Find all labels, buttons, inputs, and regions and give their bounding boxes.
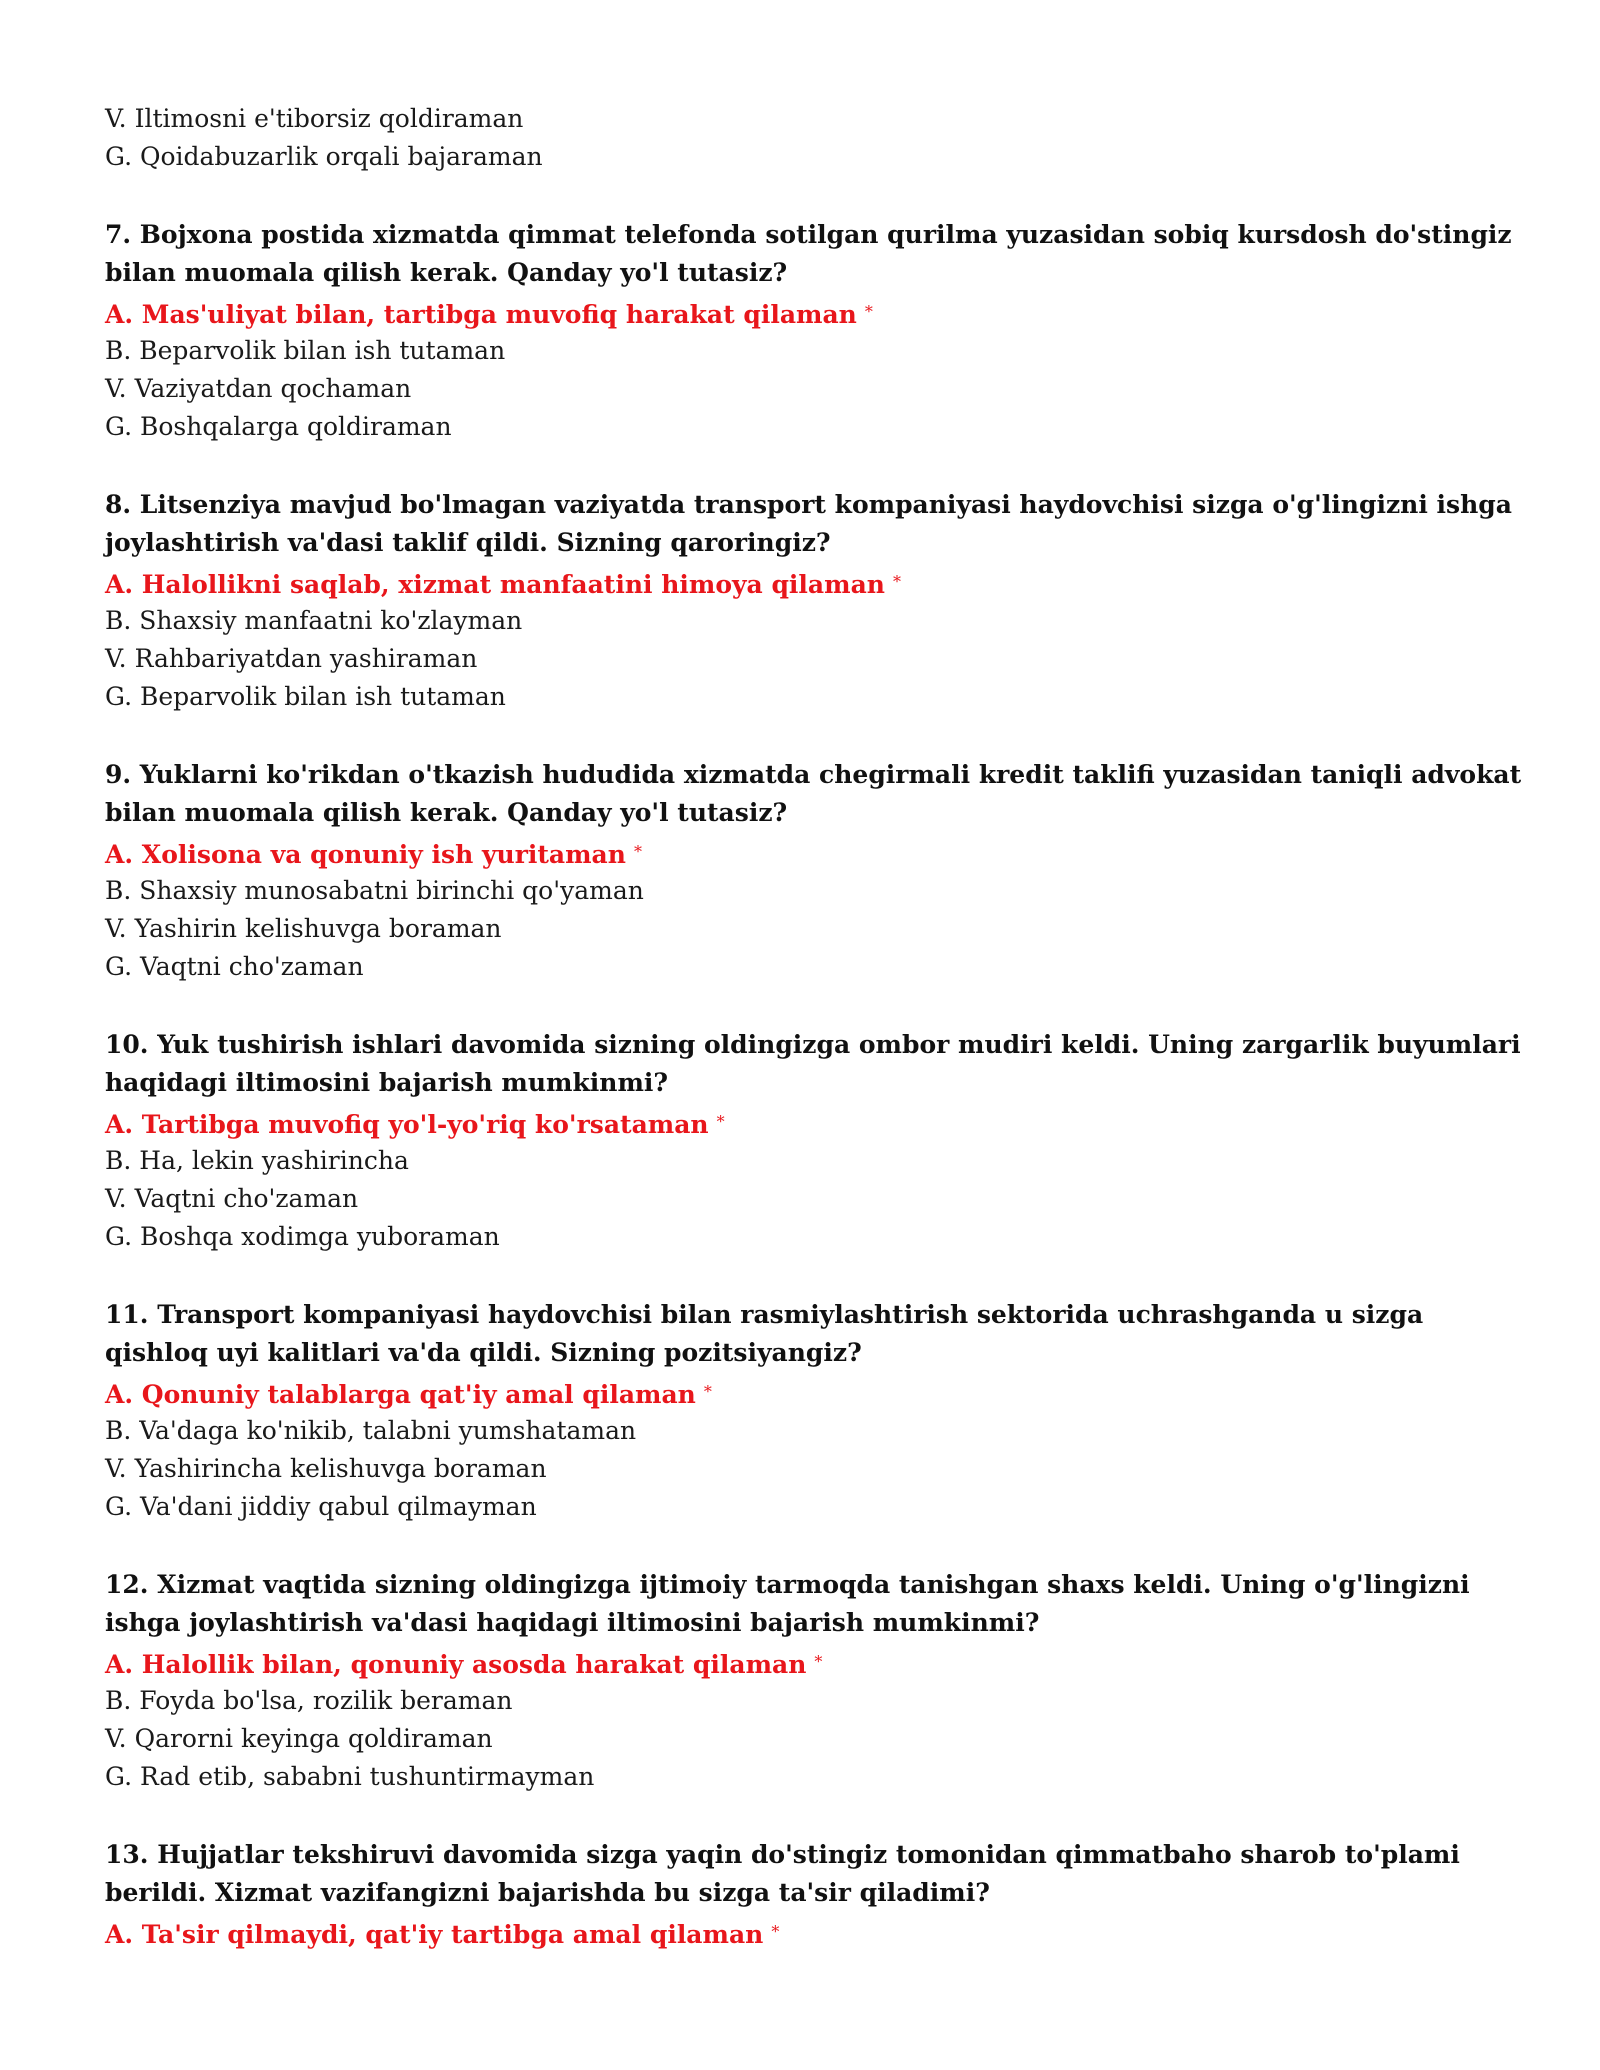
option-g: G. Qoidabuzarlik orqali bajaraman [105, 142, 543, 171]
question-text: 11. Transport kompaniyasi haydovchisi bilan rasmiylashtirish sektorida uchrashganda u sizga qishloq uyi kalitlari va'da qildi. Sizning pozitsiyangiz? [105, 1300, 1424, 1367]
correct-option-label: A. Qonuniy talablarga qat'iy amal qilaman [105, 1380, 696, 1409]
option-b: B. Va'daga ko'nikib, talabni yumshataman [105, 1416, 637, 1445]
correct-mark: * [814, 1652, 823, 1671]
option-g: G. Rad etib, sababni tushuntirmayman [105, 1762, 595, 1791]
correct-option [105, 1372, 1525, 1412]
correct-mark: * [892, 572, 901, 591]
option-b: B. Foyda bo'lsa, rozilik beraman [105, 1686, 513, 1715]
correct-mark: * [716, 1112, 725, 1131]
correct-option [105, 292, 1525, 332]
document-page [105, 100, 1525, 1952]
correct-mark: * [703, 1382, 712, 1401]
correct-mark: * [864, 302, 873, 321]
question-7 [105, 216, 1525, 446]
option-b: B. Shaxsiy munosabatni birinchi qo'yaman [105, 876, 644, 905]
question-12 [105, 1566, 1525, 1796]
option-v: V. Vaziyatdan qochaman [105, 374, 412, 403]
option-g: G. Vaqtni cho'zaman [105, 952, 364, 981]
correct-option-label: A. Tartibga muvofiq yo'l-yo'riq ko'rsataman [105, 1110, 709, 1139]
option-v: V. Yashirincha kelishuvga boraman [105, 1454, 547, 1483]
correct-option-label: A. Xolisona va qonuniy ish yuritaman [105, 840, 626, 869]
correct-option-label: A. Mas'uliyat bilan, tartibga muvofiq harakat qilaman [105, 300, 857, 329]
question-8 [105, 486, 1525, 716]
correct-mark: * [771, 1922, 780, 1941]
correct-option [105, 562, 1525, 602]
question-10 [105, 1026, 1525, 1256]
option-g: G. Boshqa xodimga yuboraman [105, 1222, 500, 1251]
question-9 [105, 756, 1525, 986]
option-b: B. Beparvolik bilan ish tutaman [105, 336, 506, 365]
option-v: V. Vaqtni cho'zaman [105, 1184, 359, 1213]
option-v: V. Iltimosni e'tiborsiz qoldiraman [105, 104, 524, 133]
correct-option [105, 1642, 1525, 1682]
option-b: B. Ha, lekin yashirincha [105, 1146, 409, 1175]
question-text: 7. Bojxona postida xizmatda qimmat telefonda sotilgan qurilma yuzasidan sobiq kursdosh do'stingiz bilan muomala qilish kerak. Qanday yo'l tutasiz? [105, 220, 1512, 287]
question-text: 8. Litsenziya mavjud bo'lmagan vaziyatda transport kompaniyasi haydovchisi sizga o'g'lingizni ishga joylashtirish va'dasi taklif qildi. Sizning qaroringiz? [105, 490, 1512, 557]
correct-option-label: A. Ta'sir qilmaydi, qat'iy tartibga amal qilaman [105, 1920, 764, 1949]
option-b: B. Shaxsiy manfaatni ko'zlayman [105, 606, 523, 635]
correct-option-label: A. Halollikni saqlab, xizmat manfaatini himoya qilaman [105, 570, 885, 599]
question-text: 13. Hujjatlar tekshiruvi davomida sizga yaqin do'stingiz tomonidan qimmatbaho sharob to'plami berildi. Xizmat vazifangizni bajarishda bu sizga ta'sir qiladimi? [105, 1840, 1460, 1907]
correct-option [105, 1102, 1525, 1142]
option-v: V. Qarorni keyinga qoldiraman [105, 1724, 493, 1753]
correct-mark: * [633, 842, 642, 861]
correct-option [105, 832, 1525, 872]
question-11 [105, 1296, 1525, 1526]
correct-option [105, 1912, 1525, 1952]
option-v: V. Rahbariyatdan yashiraman [105, 644, 478, 673]
correct-option-label: A. Halollik bilan, qonuniy asosda harakat qilaman [105, 1650, 807, 1679]
question-text: 12. Xizmat vaqtida sizning oldingizga ijtimoiy tarmoqda tanishgan shaxs keldi. Uning o'g'lingizni ishga joylashtirish va'dasi haqidagi iltimosini bajarish mumkinmi? [105, 1570, 1470, 1637]
option-g: G. Beparvolik bilan ish tutaman [105, 682, 506, 711]
top-options [105, 100, 1525, 176]
question-text: 10. Yuk tushirish ishlari davomida sizning oldingizga ombor mudiri keldi. Uning zargarlik buyumlari haqidagi iltimosini bajarish mumkinmi? [105, 1030, 1521, 1097]
question-text: 9. Yuklarni ko'rikdan o'tkazish hududida xizmatda chegirmali kredit taklifi yuzasidan taniqli advokat bilan muomala qilish kerak. Qanday yo'l tutasiz? [105, 760, 1522, 827]
option-v: V. Yashirin kelishuvga boraman [105, 914, 502, 943]
question-13 [105, 1836, 1525, 1952]
option-g: G. Boshqalarga qoldiraman [105, 412, 452, 441]
option-g: G. Va'dani jiddiy qabul qilmayman [105, 1492, 537, 1521]
